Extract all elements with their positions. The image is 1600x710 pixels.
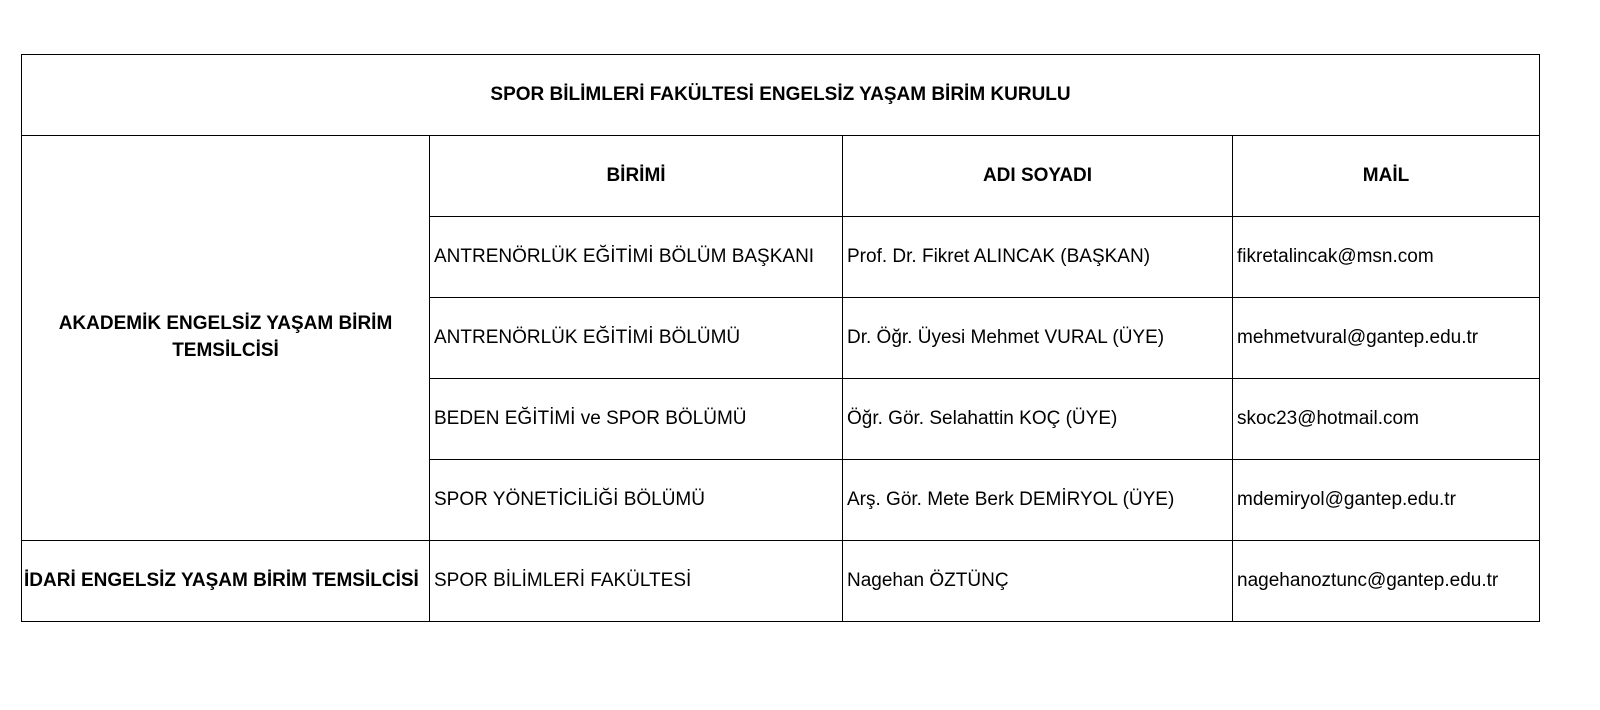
committee-table [21, 54, 1540, 622]
administrative-representative-label: İDARİ ENGELSİZ YAŞAM BİRİM TEMSİLCİSİ [22, 541, 430, 622]
mail-cell: skoc23@hotmail.com [1233, 379, 1540, 460]
name-cell: Prof. Dr. Fikret ALINCAK (BAŞKAN) [843, 217, 1233, 298]
unit-cell: BEDEN EĞİTİMİ ve SPOR BÖLÜMÜ [430, 379, 843, 460]
unit-cell: ANTRENÖRLÜK EĞİTİMİ BÖLÜM BAŞKANI [430, 217, 843, 298]
column-header-adi-soyadi: ADI SOYADI [843, 136, 1233, 217]
title-row [22, 55, 1540, 136]
unit-cell: SPOR YÖNETİCİLİĞİ BÖLÜMÜ [430, 460, 843, 541]
column-header-birimi: BİRİMİ [430, 136, 843, 217]
unit-cell: ANTRENÖRLÜK EĞİTİMİ BÖLÜMÜ [430, 298, 843, 379]
mail-cell: fikretalincak@msn.com [1233, 217, 1540, 298]
mail-cell: nagehanoztunc@gantep.edu.tr [1233, 541, 1540, 622]
table-row [22, 541, 1540, 622]
mail-cell: mdemiryol@gantep.edu.tr [1233, 460, 1540, 541]
name-cell: Nagehan ÖZTÜNÇ [843, 541, 1233, 622]
mail-cell: mehmetvural@gantep.edu.tr [1233, 298, 1540, 379]
column-header-mail: MAİL [1233, 136, 1540, 217]
unit-cell: SPOR BİLİMLERİ FAKÜLTESİ [430, 541, 843, 622]
name-cell: Öğr. Gör. Selahattin KOÇ (ÜYE) [843, 379, 1233, 460]
name-cell: Arş. Gör. Mete Berk DEMİRYOL (ÜYE) [843, 460, 1233, 541]
academic-representative-label: AKADEMİK ENGELSİZ YAŞAM BİRİM TEMSİLCİSİ [22, 136, 430, 541]
name-cell: Dr. Öğr. Üyesi Mehmet VURAL (ÜYE) [843, 298, 1233, 379]
table-title: SPOR BİLİMLERİ FAKÜLTESİ ENGELSİZ YAŞAM BİRİM KURULU [22, 55, 1540, 136]
header-row [22, 136, 1540, 217]
